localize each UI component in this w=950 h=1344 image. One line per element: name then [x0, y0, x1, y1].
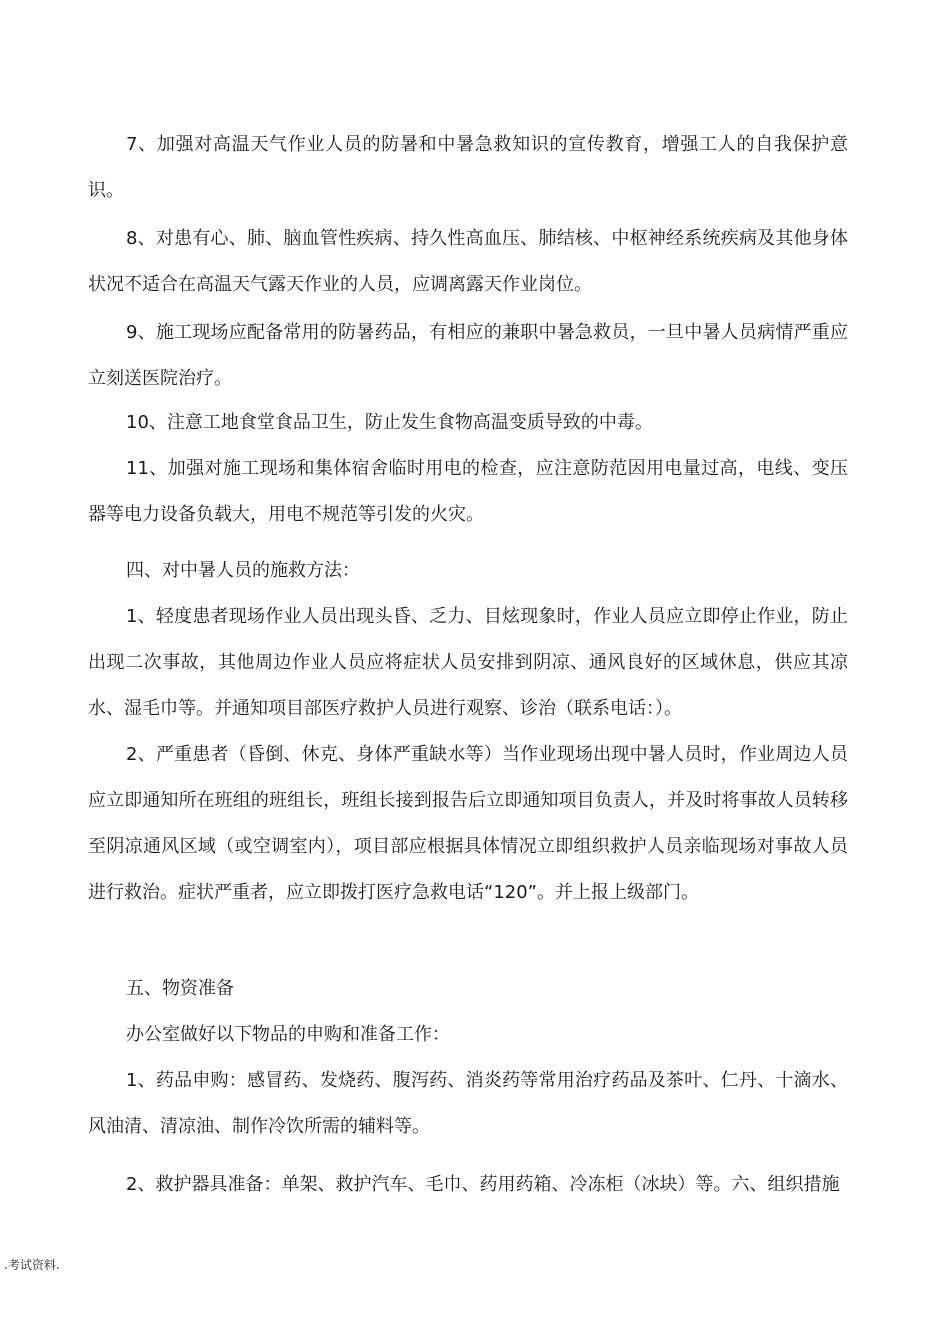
supplies-item-1: 1、药品申购：感冒药、发烧药、腹泻药、消炎药等常用治疗药品及茶叶、仁丹、十滴水、风油清、清凉油、制作冷饮所需的辅料等。: [88, 1070, 848, 1137]
paragraph-item-9: 9、施工现场应配备常用的防暑药品，有相应的兼职中暑急救员，一旦中暑人员病情严重应立刻送医院治疗。: [88, 322, 848, 389]
supplies-item-2: 2、救护器具准备：单架、救护汽车、毛巾、药用药箱、冷冻柜（冰块）等。六、组织措施: [126, 1174, 840, 1195]
paragraph-item-7: 7、加强对高温天气作业人员的防暑和中暑急救知识的宣传教育，增强工人的自我保护意识。: [88, 134, 848, 201]
paragraph-item-11: 11、加强对施工现场和集体宿舍临时用电的检查，应注意防范因用电量过高，电线、变压器等电力设备负载大，用电不规范等引发的火灾。: [88, 458, 848, 525]
section-heading-5: 五、物资准备: [126, 978, 234, 999]
paragraph-item-10: 10、注意工地食堂食品卫生，防止发生食物高温变质导致的中毒。: [126, 412, 653, 433]
paragraph-item-8: 8、对患有心、肺、脑血管性疾病、持久性高血压、肺结核、中枢神经系统疾病及其他身体状况不适合在高温天气露天作业的人员，应调离露天作业岗位。: [88, 228, 848, 295]
footer-note: .考试资料.: [4, 1258, 60, 1272]
rescue-item-2: 2、严重患者（昏倒、休克、身体严重缺水等）当作业现场出现中暑人员时，作业周边人员应立即通知所在班组的班组长，班组长接到报告后立即通知项目负责人，并及时将事故人员转移至阴凉通风区域（或空调室内），项目部应根据具体情况立即组织救护人员亲临现场对事故人员进行救治。症状严重者，应立即拨打医疗急救电话“120”。并上报上级部门。: [88, 744, 848, 903]
section-heading-4: 四、对中暑人员的施救方法：: [126, 560, 360, 581]
rescue-item-1: 1、轻度患者现场作业人员出现头昏、乏力、目炫现象时，作业人员应立即停止作业，防止出现二次事故，其他周边作业人员应将症状人员安排到阴凉、通风良好的区域休息，供应其凉水、湿毛巾等。并通知项目部医疗救护人员进行观察、诊治（联系电话：）。: [88, 606, 848, 719]
supplies-intro: 办公室做好以下物品的申购和准备工作：: [126, 1024, 450, 1045]
